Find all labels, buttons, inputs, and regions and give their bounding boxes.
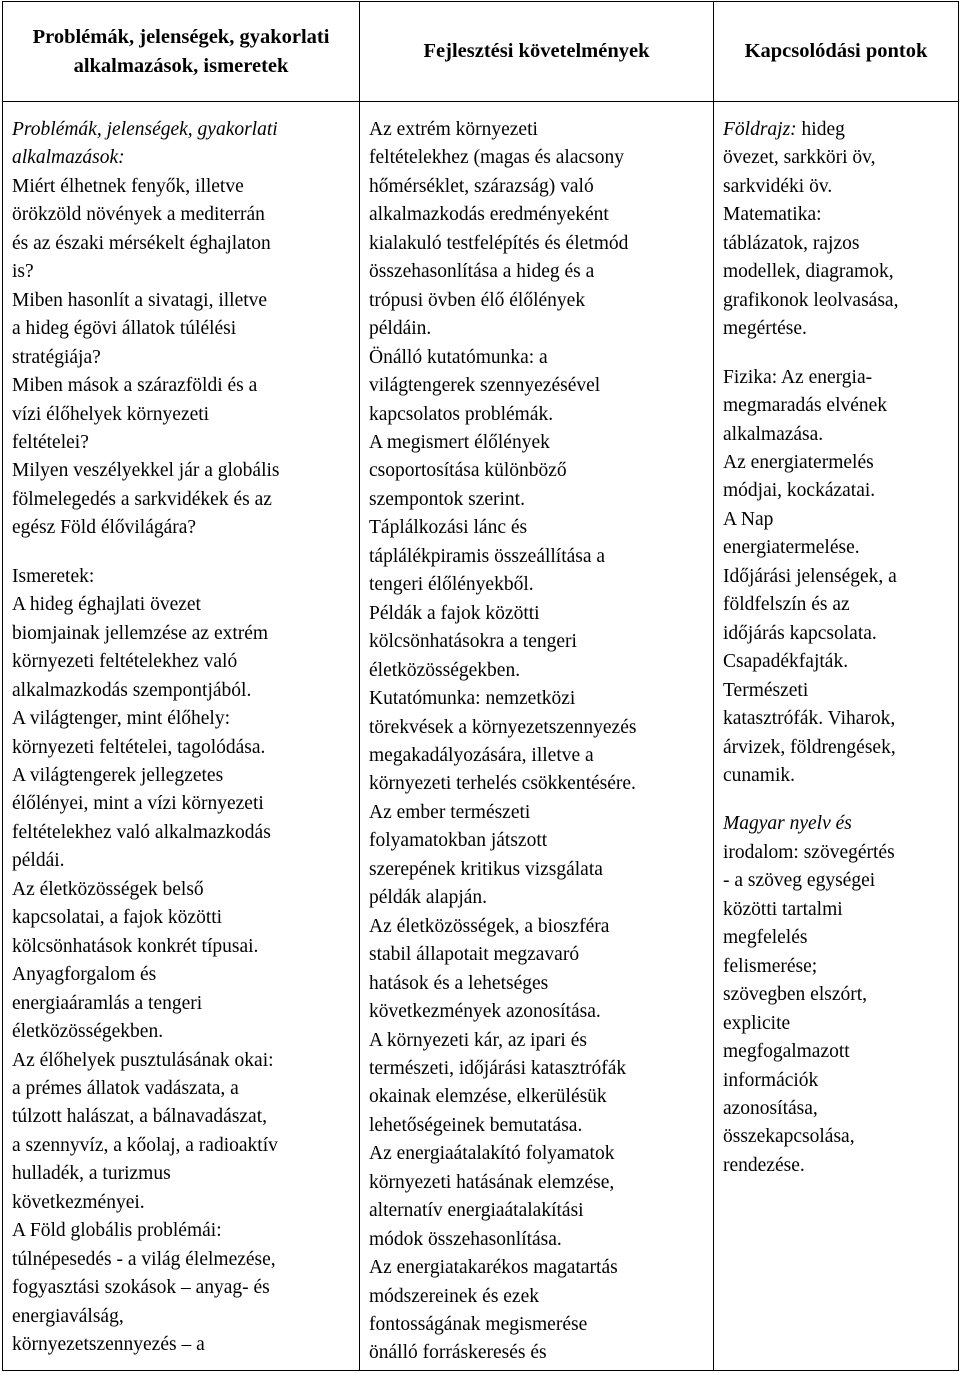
text-line: feltételekhez való alkalmazkodás <box>12 821 271 843</box>
text-line: kialakuló testfelépítés és életmód <box>369 232 629 254</box>
text-line: Időjárási jelenségek, a <box>723 565 897 587</box>
text-line: szempontok szerint. <box>369 488 525 510</box>
text-line: energiaáramlás a tengeri <box>12 992 203 1014</box>
text-line: a szennyvíz, a kőolaj, a radioaktív <box>12 1134 278 1156</box>
text-line: kapcsolatos problémák. <box>369 403 554 425</box>
text-line: fölmelegedés a sarkvidékek és az <box>12 488 272 510</box>
text-line: környezetszennyezés – a <box>12 1334 205 1356</box>
text-line: időjárás kapcsolata. <box>723 622 877 644</box>
text-line: kölcsönhatásokra a tengeri <box>369 631 577 653</box>
text-line: környezeti feltételei, tagolódása. <box>12 736 266 758</box>
text-line: következmények azonosítása. <box>369 1001 601 1023</box>
text-line: is? <box>12 261 34 283</box>
text-line: alkalmazása. <box>723 423 824 445</box>
text-line: A hideg éghajlati övezet <box>12 594 201 616</box>
text-line: A környezeti kár, az ipari és <box>369 1029 587 1051</box>
text-line: összekapcsolása, <box>723 1126 855 1148</box>
text-line: lehetőségeinek bemutatása. <box>369 1114 583 1136</box>
text-line: Milyen veszélyekkel jár a globális <box>12 460 280 482</box>
text-line: megfelelés <box>723 927 808 949</box>
requirements-cell <box>360 102 714 1371</box>
text-line: példáin. <box>369 318 432 340</box>
text-line: környezeti feltételekhez való <box>12 651 238 673</box>
text-line: közötti tartalmi <box>723 898 843 920</box>
text-line: megmaradás elvének <box>723 395 888 417</box>
text-line: fogyasztási szokások – anyag- és <box>12 1277 270 1299</box>
text-line: példái. <box>12 850 65 872</box>
text-line: Földrajz: hideg <box>723 119 845 140</box>
header-problems: Problémák, jelenségek, gyakorlati alkalmazások, ismeretek <box>3 2 360 102</box>
text-line: fontosságának megismerése <box>369 1314 588 1336</box>
text-line: szerepének kritikus vizsgálata <box>369 858 603 880</box>
text-line: életközösségekben. <box>12 1021 164 1043</box>
section-heading: Ismeretek: <box>12 565 95 587</box>
text-line: okainak elemzése, elkerülésük <box>369 1086 607 1108</box>
text-line: megakadályozására, illetve a <box>369 744 594 766</box>
text-line: Példák a fajok közötti <box>369 602 540 624</box>
connections-cell <box>714 102 959 1371</box>
text-line: rendezése. <box>723 1154 805 1176</box>
text-line: A megismert élőlények <box>369 431 550 453</box>
subject-label: Magyar nyelv és <box>723 813 852 835</box>
text-line: grafikonok leolvasása, <box>723 289 899 311</box>
text-line: Az élőhelyek pusztulásának okai: <box>12 1049 274 1071</box>
text-line: övezet, sarkköri öv, <box>723 147 876 169</box>
text-line: stratégiája? <box>12 346 101 368</box>
text-line: világtengerek szennyezésével <box>369 375 601 397</box>
text-line: Az energiatakarékos magatartás <box>369 1257 618 1279</box>
text-line: Problémák, jelenségek, gyakorlati <box>12 119 278 140</box>
header-connections: Kapcsolódási pontok <box>714 2 959 102</box>
text-line: Táplálkozási lánc és <box>369 517 528 539</box>
text-line: feltételei? <box>12 431 89 453</box>
text-line: alternatív energiaátalakítási <box>369 1200 584 1222</box>
text-line: hőmérséklet, szárazság) való <box>369 175 594 197</box>
text-line: Kutatómunka: nemzetközi <box>369 688 576 710</box>
text-line: Csapadékfajták. <box>723 651 849 673</box>
text-line: cunamik. <box>723 764 796 786</box>
text-line: Miért élhetnek fenyők, illetve <box>12 175 244 197</box>
text-line: módszereinek és ezek <box>369 1285 539 1307</box>
header-row <box>3 2 959 102</box>
text-line: trópusi övben élő élőlények <box>369 289 586 311</box>
text-line: vízi élőhelyek környezeti <box>12 403 210 425</box>
text-line: örökzöld növények a mediterrán <box>12 204 265 226</box>
text-line: példák alapján. <box>369 887 488 909</box>
text-line: túlnépesedés - a világ élelmezése, <box>12 1248 276 1270</box>
text-line: életközösségekben. <box>369 659 521 681</box>
text-line: alkalmazások: <box>12 147 125 169</box>
text-line: felismerése; <box>723 955 818 977</box>
text-line: módjai, kockázatai. <box>723 480 876 502</box>
text-line: csoportosítása különböző <box>369 460 567 482</box>
text-line: és az északi mérsékelt éghajlaton <box>12 232 271 254</box>
text-line: információk <box>723 1069 819 1091</box>
text-line: alkalmazkodás szempontjából. <box>12 679 252 701</box>
text-line: a hideg égövi állatok túlélési <box>12 318 237 340</box>
text-line: folyamatokban játszott <box>369 830 548 852</box>
text-line: szövegben elszórt, <box>723 984 868 1006</box>
text-line: A világtenger, mint élőhely: <box>12 708 231 730</box>
text-line: Az extrém környezeti <box>369 119 538 140</box>
text-line: Természeti <box>723 679 809 701</box>
text-line: természeti, időjárási katasztrófák <box>369 1057 627 1079</box>
text-line: önálló forráskeresés és <box>369 1342 547 1364</box>
text-line: megértése. <box>723 318 807 340</box>
text-line: A világtengerek jellegzetes <box>12 764 224 786</box>
text-line: katasztrófák. Viharok, <box>723 708 896 730</box>
text-line: élőlényei, mint a vízi környezeti <box>12 793 264 815</box>
text-line: Fizika: Az energia- <box>723 366 873 388</box>
text-line: explicite <box>723 1012 791 1034</box>
subject-label: Földrajz: <box>723 119 797 140</box>
text-line: kölcsönhatások konkrét típusai. <box>12 935 259 957</box>
text-line: - a szöveg egységei <box>723 870 876 892</box>
text-line: összehasonlítása a hideg és a <box>369 261 595 283</box>
text-line: hulladék, a turizmus <box>12 1163 171 1185</box>
text-line: feltételekhez (magas és alacsony <box>369 147 624 169</box>
text-line: törekvések a környezetszennyezés <box>369 716 637 738</box>
body-row <box>3 102 959 1371</box>
text-line: Az életközösségek belső <box>12 878 204 900</box>
problems-cell <box>3 102 360 1371</box>
text-line: biomjainak jellemzése az extrém <box>12 622 269 644</box>
text-line: táplálékpiramis összeállítása a <box>369 545 606 567</box>
text-line: Önálló kutatómunka: a <box>369 346 548 368</box>
text-line: A Föld globális problémái: <box>12 1220 222 1242</box>
text-line: azonosítása, <box>723 1097 818 1119</box>
text-line: egész Föld élővilágára? <box>12 517 197 539</box>
text-line: stabil állapotait megzavaró <box>369 944 580 966</box>
text-line: Miben mások a szárazföldi és a <box>12 375 258 397</box>
header-requirements: Fejlesztési követelmények <box>360 2 714 102</box>
text-line: irodalom: szövegértés <box>723 841 895 863</box>
text-line: tengeri élőlényekből. <box>369 574 534 596</box>
text-line: Matematika: <box>723 204 822 226</box>
curriculum-table <box>2 1 959 1371</box>
text-line: Anyagforgalom és <box>12 964 157 986</box>
text-line: megfogalmazott <box>723 1041 850 1063</box>
text-line: túlzott halászat, a bálnavadászat, <box>12 1106 268 1128</box>
text-line: alkalmazkodás eredményeként <box>369 204 609 226</box>
text-line: Az ember természeti <box>369 801 531 823</box>
text-line: energiaválság, <box>12 1305 124 1327</box>
text-line: következményei. <box>12 1191 145 1213</box>
text-line: környezeti terhelés csökkentésére. <box>369 773 636 795</box>
text-line: módok összehasonlítása. <box>369 1228 562 1250</box>
text-line: a prémes állatok vadászata, a <box>12 1077 239 1099</box>
text-line: Az energiatermelés <box>723 451 874 473</box>
text-line: Az életközösségek, a bioszféra <box>369 915 610 937</box>
text-line: modellek, diagramok, <box>723 261 894 283</box>
text-line: kapcsolatai, a fajok közötti <box>12 907 223 929</box>
text-line: sarkvidéki öv. <box>723 175 833 197</box>
text-line: táblázatok, rajzos <box>723 232 860 254</box>
text-line: Miben hasonlít a sivatagi, illetve <box>12 289 268 311</box>
text-line: A Nap <box>723 508 774 530</box>
text-line: energiatermelése. <box>723 537 860 559</box>
text-line: árvizek, földrengések, <box>723 736 896 758</box>
text-line: Az energiaátalakító folyamatok <box>369 1143 615 1165</box>
text-line: hatások és a lehetséges <box>369 972 549 994</box>
text-line: földfelszín és az <box>723 594 850 616</box>
text-line: környezeti hatásának elemzése, <box>369 1171 615 1193</box>
